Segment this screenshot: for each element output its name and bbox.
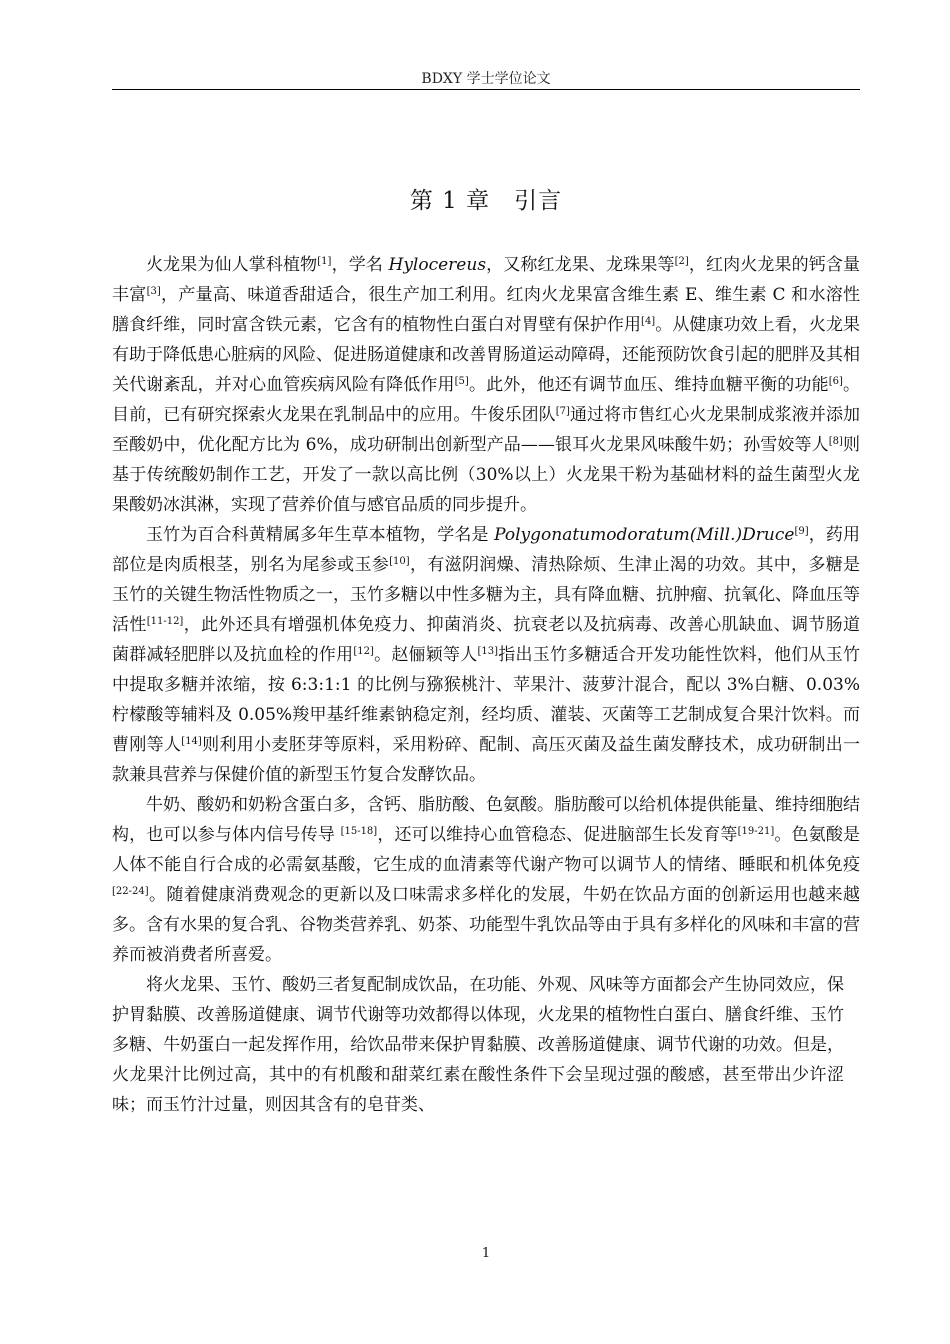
citation-ref: [15-18] xyxy=(340,826,378,837)
text-run: 。从健康功效上看，火龙果有助于降低患心脏病的风险、促进肠道健康和改善胃肠道运动障碍，还能预防饮食引起的肥胖及其相关代谢紊乱，并对心血管疾病风险有降低作用 xyxy=(112,315,861,395)
running-header: BDXY 学士学位论文 xyxy=(421,71,551,87)
citation-ref: [3] xyxy=(146,286,161,297)
text-run: ，此外还具有增强机体免疫力、抑菌消炎、抗衰老以及抗病毒、改善心肌缺血、调节肠道菌群减轻肥胖以及抗血栓的作用 xyxy=(112,615,861,665)
scientific-name: Polygonatumodoratum(Mill.)Druce xyxy=(494,525,795,545)
paragraph xyxy=(112,970,860,1120)
text-run: 通过将市售红心火龙果制成浆液并添加至酸奶中，优化配方比为 6%，成功研制出创新型产品——银耳火龙果风味酸牛奶；孙雪姣等人 xyxy=(112,405,861,455)
text-run: ，产量高、味道香甜适合，很生产加工利用。红肉火龙果富含维生素 E、维生素 C 和水溶性膳食纤维，同时富含铁元素，它含有的植物性白蛋白对胃壁有保护作用 xyxy=(112,285,860,335)
text-run: 。赵俪颖等人 xyxy=(373,645,478,665)
citation-ref: [6] xyxy=(828,376,843,387)
text-run: ，又称红龙果、龙珠果等 xyxy=(486,255,675,275)
citation-ref: [11-12] xyxy=(146,616,184,627)
text-run: 。色氨酸是人体不能自行合成的必需氨基酸，它生成的血清素等代谢产物可以调节人的情绪、睡眠和机体免疫 xyxy=(112,825,861,875)
chapter-name: 引言 xyxy=(514,188,563,214)
text-run: ，学名 xyxy=(331,255,389,275)
paragraph xyxy=(112,520,860,790)
citation-ref: [19-21] xyxy=(737,826,775,837)
text-run: 则利用小麦胚芽等原料，采用粉碎、配制、高压灭菌及益生菌发酵技术，成功研制出一款兼具营养与保健价值的新型玉竹复合发酵饮品。 xyxy=(112,735,861,785)
text-run: 指出玉竹多糖适合开发功能性饮料，他们从玉竹中提取多糖并浓缩，按 6:3:1:1 的比例与猕猴桃汁、苹果汁、菠萝汁混合，配以 3%白糖、0.03%柠檬酸等辅料及 0.05%羧甲基纤维素钠稳定剂，经均质、灌装、灭菌等工艺制成复合果汁饮料。而曹刚等人 xyxy=(112,645,860,755)
text-run: ，药用部位是肉质根茎，别名为尾参或玉参 xyxy=(112,525,861,575)
citation-ref: [22-24] xyxy=(112,886,149,897)
citation-ref: [8] xyxy=(828,436,843,447)
text-run: 。随着健康消费观念的更新以及口味需求多样化的发展，牛奶在饮品方面的创新运用也越来越多。含有水果的复合乳、谷物类营养乳、奶茶、功能型牛乳饮品等由于具有多样化的风味和丰富的营养而被消费者所喜爱。 xyxy=(112,885,860,965)
citation-ref: [2] xyxy=(674,256,689,267)
text-run: 。目前，已有研究探索火龙果在乳制品中的应用。牛俊乐团队 xyxy=(112,375,861,425)
page-number: 1 xyxy=(481,1246,491,1261)
text-run: 牛奶、酸奶和奶粉含蛋白多，含钙、脂肪酸、色氨酸。脂肪酸可以给机体提供能量、维持细胞结构，也可以参与体内信号传导 xyxy=(112,795,860,845)
paragraph xyxy=(112,790,860,970)
text-run: 将火龙果、玉竹、酸奶三者复配制成饮品，在功能、外观、风味等方面都会产生协同效应，保护胃黏膜、改善肠道健康、调节代谢等功效都得以体现，火龙果的植物性白蛋白、膳食纤维、玉竹多糖、牛奶蛋白一起发挥作用，给饮品带来保护胃黏膜、改善肠道健康、调节代谢的功效。但是，火龙果汁比例过高，其中的有机酸和甜菜红素在酸性条件下会呈现过强的酸感，甚至带出少许涩味；而玉竹汁过量，则因其含有的皂苷类、 xyxy=(112,975,844,1115)
chapter-title xyxy=(112,186,860,216)
text-run: 则基于传统酸奶制作工艺，开发了一款以高比例（30%以上）火龙果干粉为基础材料的益生菌型火龙果酸奶冰淇淋，实现了营养价值与感官品质的同步提升。 xyxy=(112,435,860,515)
text-run: 火龙果为仙人掌科植物 xyxy=(146,255,318,275)
citation-ref: [10] xyxy=(389,556,410,567)
text-run: ，还可以维持心血管稳态、促进脑部生长发育等 xyxy=(377,825,738,845)
body-text xyxy=(112,250,860,1120)
citation-ref: [12] xyxy=(353,646,374,657)
text-run: ，有滋阴润燥、清热除烦、生津止渴的功效。其中，多糖是玉竹的关键生物活性物质之一，玉竹多糖以中性多糖为主，具有降血糖、抗肿瘤、抗氧化、降血压等活性 xyxy=(112,555,861,635)
scientific-name: Hylocereus xyxy=(388,255,487,275)
citation-ref: [4] xyxy=(641,316,656,327)
header-rule xyxy=(112,89,860,90)
citation-ref: [1] xyxy=(317,256,332,267)
text-run: 玉竹为百合科黄精属多年生草本植物，学名是 xyxy=(146,525,495,545)
citation-ref: [9] xyxy=(794,526,809,537)
text-run: 。此外，他还有调节血压、维持血糖平衡的功能 xyxy=(468,375,829,395)
paragraph xyxy=(112,250,860,520)
citation-ref: [7] xyxy=(555,406,570,417)
citation-ref: [14] xyxy=(181,736,202,747)
citation-ref: [13] xyxy=(477,646,499,657)
text-run: ，红肉火龙果的钙含量丰富 xyxy=(112,255,861,305)
chapter-number: 第 1 章 xyxy=(409,188,491,214)
citation-ref: [5] xyxy=(454,376,469,387)
